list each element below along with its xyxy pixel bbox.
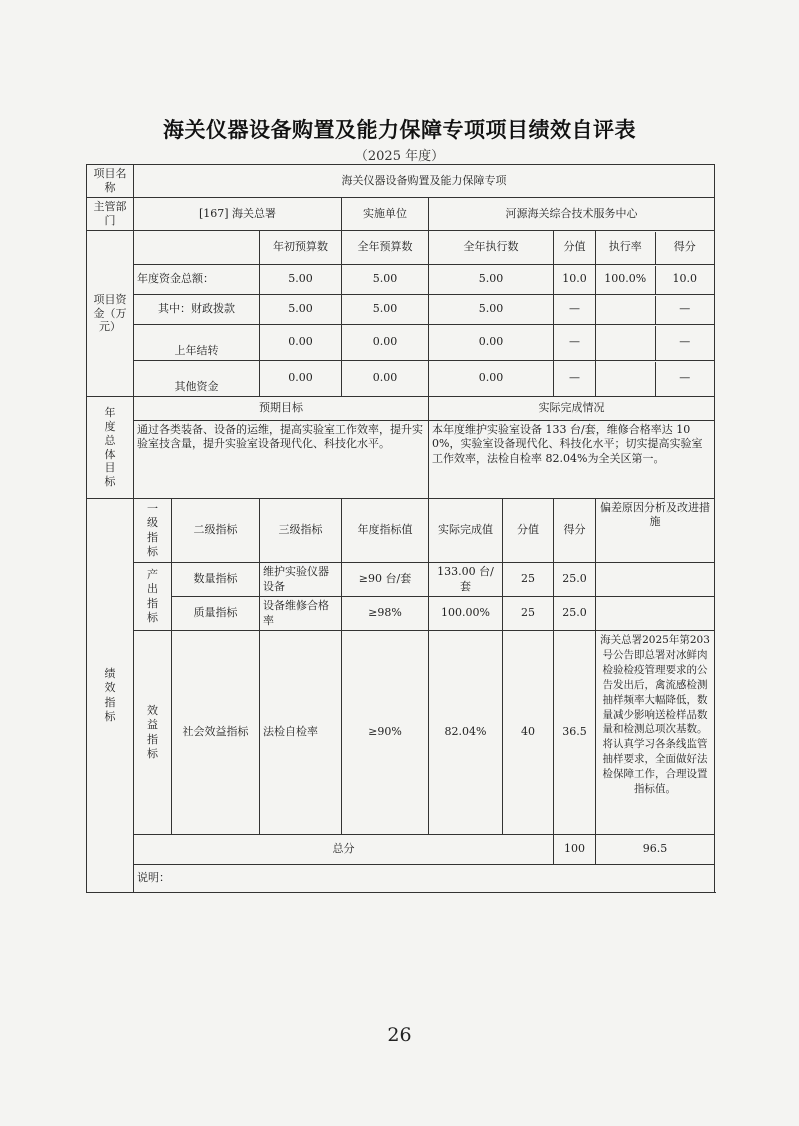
- goals-actual-header: 实际完成情况: [429, 397, 715, 421]
- perf-got: 36.5: [554, 631, 596, 835]
- perf-label: 绩效指标: [87, 499, 134, 893]
- funds-header-rate-got: [596, 231, 715, 265]
- funds-cell-pair: [596, 295, 715, 325]
- total-label: 总分: [134, 835, 554, 865]
- perf-got: 25.0: [554, 563, 596, 597]
- funds-cell-pair: [596, 361, 715, 397]
- funds-cell: 0.00: [260, 325, 342, 361]
- perf-score: 25: [503, 563, 554, 597]
- perf-header-level1: 一级指标: [134, 499, 172, 563]
- perf-note: [596, 597, 715, 631]
- funds-cell: 5.00: [429, 265, 554, 295]
- perf-note: 海关总署2025年第203号公告即总署对冰鲜肉检验检疫管理要求的公告发出后，禽流感检测抽样频率大幅降低，数量减少影响送检样品数量和检测总项次基数。将认真学习各条线监管抽样要求，全面做好法检保障工作，合理设置指标值。: [596, 631, 715, 835]
- funds-cell: 5.00: [342, 295, 429, 325]
- perf-actual: 82.04%: [429, 631, 503, 835]
- total-got: 96.5: [596, 835, 715, 865]
- funds-header-got: 得分: [673, 240, 696, 254]
- output-indicator-label: 产出指标: [134, 563, 172, 631]
- funds-cell: 5.00: [342, 265, 429, 295]
- project-name-value: 海关仪器设备购置及能力保障专项: [134, 165, 715, 198]
- funds-cell: —: [679, 335, 691, 349]
- perf-header-deviation: 偏差原因分析及改进措施: [596, 499, 715, 563]
- page-number: 26: [387, 1024, 412, 1046]
- impl-unit-value: 河源海关综合技术服务中心: [429, 198, 715, 231]
- funds-row-name: 其他资金: [134, 361, 260, 397]
- funds-cell: 0.00: [429, 361, 554, 397]
- perf-level3: 维护实验仪器设备: [260, 563, 342, 597]
- funds-cell: 10.0: [554, 265, 596, 295]
- funds-cell: 10.0: [672, 272, 697, 286]
- funds-cell: 0.00: [342, 325, 429, 361]
- perf-target: ≥90%: [342, 631, 429, 835]
- perf-level2: 质量指标: [172, 597, 260, 631]
- funds-cell-pair: [596, 265, 715, 295]
- perf-level2: 数量指标: [172, 563, 260, 597]
- perf-header-got: 得分: [554, 499, 596, 563]
- funds-cell: 5.00: [429, 295, 554, 325]
- funds-cell: 100.0%: [596, 266, 656, 294]
- funds-cell: 0.00: [260, 361, 342, 397]
- dept-value: [167] 海关总署: [134, 198, 342, 231]
- dept-label: 主管部门: [87, 198, 134, 231]
- perf-level3: 法检自检率: [260, 631, 342, 835]
- funds-cell: —: [554, 325, 596, 361]
- impl-unit-label: 实施单位: [342, 198, 429, 231]
- perf-level2: 社会效益指标: [172, 631, 260, 835]
- funds-header-executed: 全年执行数: [429, 231, 554, 265]
- funds-cell: —: [554, 295, 596, 325]
- total-score: 100: [554, 835, 596, 865]
- funds-header-score: 分值: [554, 231, 596, 265]
- funds-cell: —: [554, 361, 596, 397]
- project-name-label: 项目名称: [87, 165, 134, 198]
- funds-cell: [596, 326, 656, 360]
- perf-score: 40: [503, 631, 554, 835]
- goals-actual-text: 本年度维护实验室设备 133 台/套，维修合格率达 100%，实验室设备现代化、科技化水平；切实提高实验室工作效率，法检自检率 82.04%为全关区第一。: [429, 421, 715, 499]
- funds-row-name: 其中：财政拨款: [134, 295, 260, 325]
- funds-cell: 0.00: [342, 361, 429, 397]
- perf-header-level2: 二级指标: [172, 499, 260, 563]
- perf-header-level3: 三级指标: [260, 499, 342, 563]
- funds-cell: [596, 296, 656, 324]
- goals-expected-header: 预期目标: [134, 397, 429, 421]
- funds-cell: —: [679, 371, 691, 385]
- funds-row-name: 年度资金总额：: [134, 265, 260, 295]
- perf-target: ≥98%: [342, 597, 429, 631]
- funds-label: 项目资金（万元）: [87, 231, 134, 397]
- funds-cell: —: [679, 302, 691, 316]
- benefit-indicator-label: 效益指标: [134, 631, 172, 835]
- note-row: 说明：: [134, 865, 715, 893]
- funds-cell-pair: [596, 325, 715, 361]
- perf-header-score: 分值: [503, 499, 554, 563]
- perf-level3: 设备维修合格率: [260, 597, 342, 631]
- funds-header-initial: 年初预算数: [260, 231, 342, 265]
- funds-cell: 5.00: [260, 265, 342, 295]
- document-year: （2025 年度）: [354, 149, 445, 164]
- perf-got: 25.0: [554, 597, 596, 631]
- funds-header-rate: 执行率: [596, 232, 656, 264]
- perf-target: ≥90 台/套: [342, 563, 429, 597]
- perf-score: 25: [503, 597, 554, 631]
- goals-label: 年度总体目标: [87, 397, 134, 499]
- funds-header-blank: [134, 231, 260, 265]
- goals-expected-text: 通过各类装备、设备的运维，提高实验室工作效率，提升实验室技含量，提升实验室设备现代化、科技化水平。: [134, 421, 429, 499]
- evaluation-table: [86, 164, 715, 893]
- perf-actual: 133.00 台/套: [429, 563, 503, 597]
- funds-header-annual: 全年预算数: [342, 231, 429, 265]
- perf-actual: 100.00%: [429, 597, 503, 631]
- perf-header-target: 年度指标值: [342, 499, 429, 563]
- funds-cell: 5.00: [260, 295, 342, 325]
- funds-cell: 0.00: [429, 325, 554, 361]
- perf-header-actual: 实际完成值: [429, 499, 503, 563]
- document-title: 海关仪器设备购置及能力保障专项项目绩效自评表: [163, 118, 636, 142]
- funds-cell: [596, 362, 656, 396]
- funds-row-name: 上年结转: [134, 325, 260, 361]
- perf-note: [596, 563, 715, 597]
